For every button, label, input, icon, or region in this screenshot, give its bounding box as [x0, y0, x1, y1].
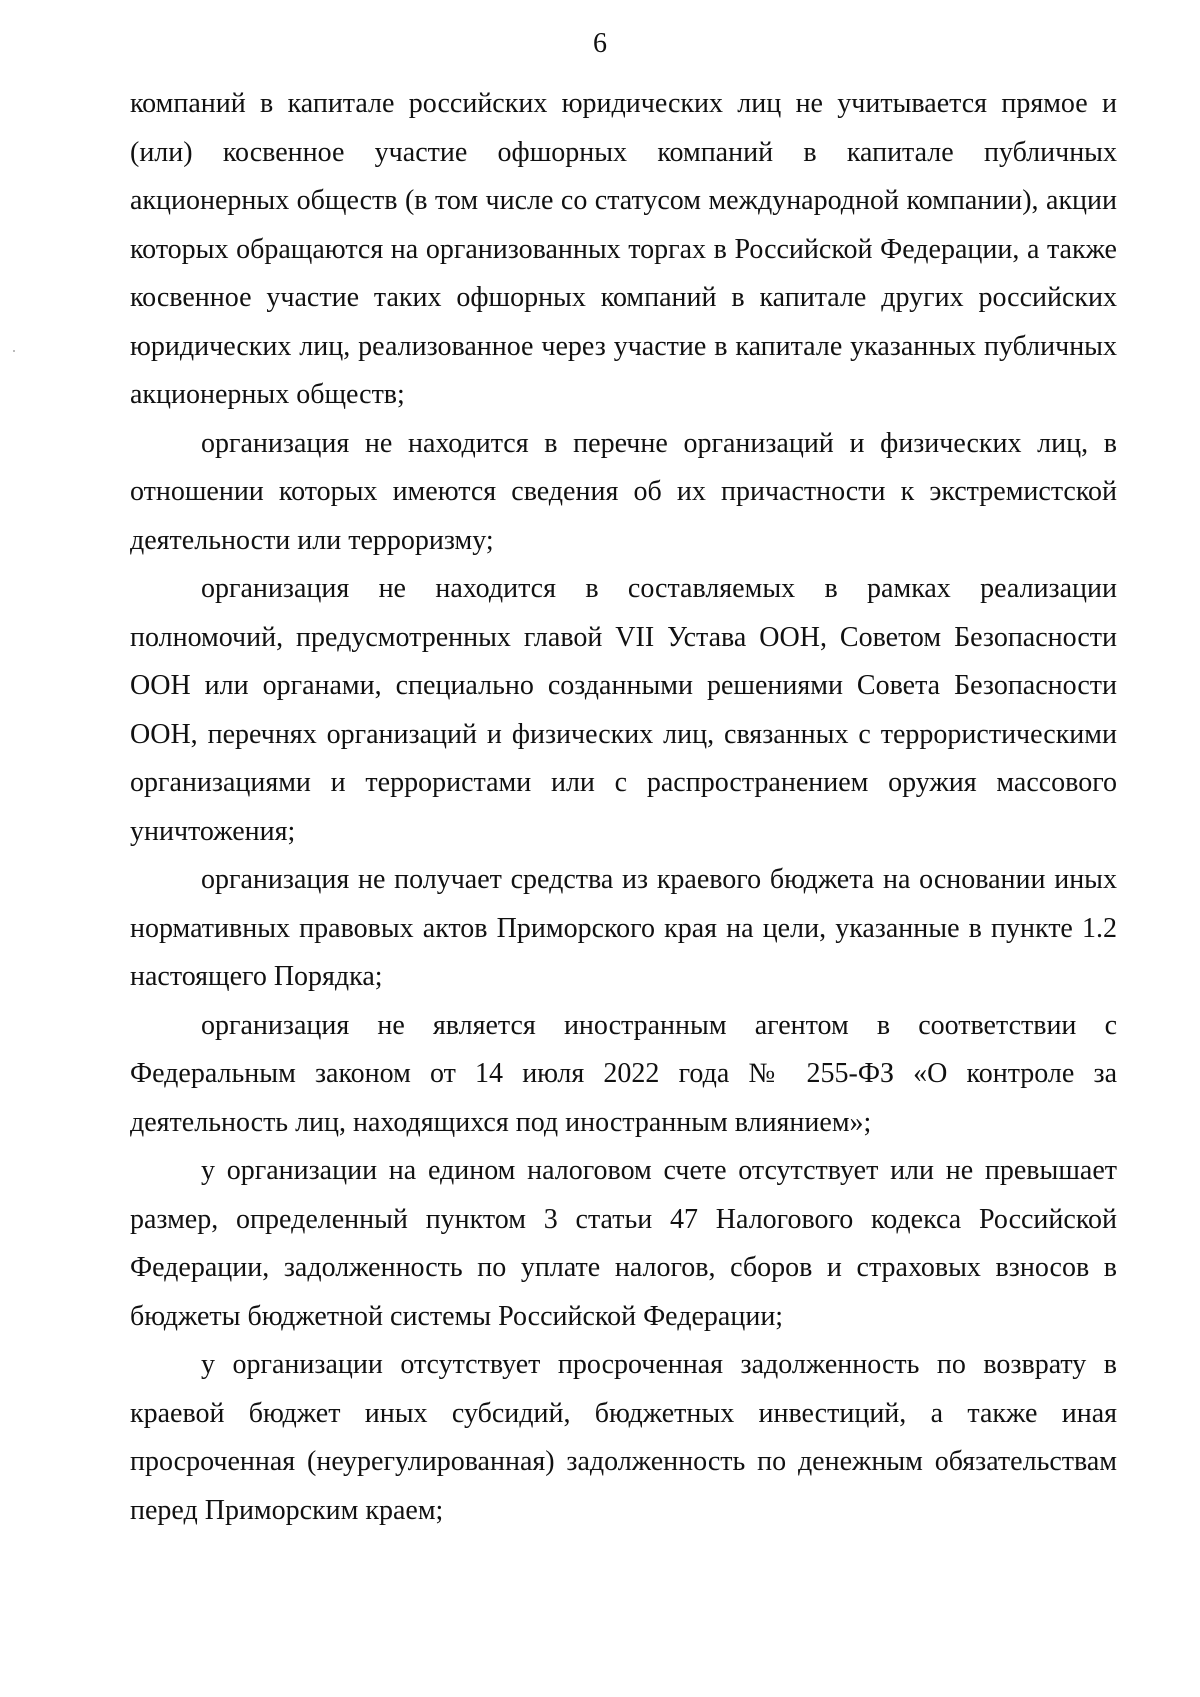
paragraph-no-regional-budget-funds: организация не получает средства из краевого бюджета на основании иных нормативных правовых актов Приморского края на цели, указанные в пункте 1.2 настоящего Порядка;	[130, 864, 1117, 992]
paragraph-extremism-list: организация не находится в перечне организаций и физических лиц, в отношении которых имеются сведения об их причастности к экстремистской деятельности или терроризму;	[130, 427, 1117, 556]
paragraph-tax-debt: у организации на едином налоговом счете отсутствует или не превышает размер, определенный пунктом 3 статьи 47 Налогового кодекса Российской Федерации, задолженность по уплате налогов, сборов и страховых взносов в бюджеты бюджетной системы Российской Федерации;	[130, 1155, 1117, 1332]
scan-margin-mark	[13, 350, 15, 352]
document-body	[130, 80, 1117, 1535]
paragraph-offshore-participation: компаний в капитале российских юридических лиц не учитывается прямое и (или) косвенное участие офшорных компаний в капитале публичных акционерных обществ (в том числе со статусом международной компании), акции которых обращаются на организованных торгах в Российской Федерации, а также косвенное участие таких офшорных компаний в капитале других российских юридических лиц, реализованное через участие в капитале указанных публичных акционерных обществ;	[130, 88, 1117, 410]
paragraph-not-foreign-agent: организация не является иностранным агентом в соответствии с Федеральным законом от 14 июля 2022 года № 255-ФЗ «О контроле за деятельность лиц, находящихся под иностранным влиянием»;	[130, 1009, 1117, 1138]
paragraph-un-security-council-list: организация не находится в составляемых в рамках реализации полномочий, предусмотренных главой VII Устава ООН, Советом Безопасности ООН или органами, специально созданными решениями Совета Безопасности ООН, перечнях организаций и физических лиц, связанных с террористическими организациями и террористами или с распространением оружия массового уничтожения;	[130, 573, 1117, 847]
paragraph-overdue-debt: у организации отсутствует просроченная задолженность по возврату в краевой бюджет иных субсидий, бюджетных инвестиций, а также иная просроченная (неурегулированная) задолженность по денежным обязательствам перед Приморским краем;	[130, 1349, 1117, 1526]
page-number: 6	[593, 28, 607, 59]
